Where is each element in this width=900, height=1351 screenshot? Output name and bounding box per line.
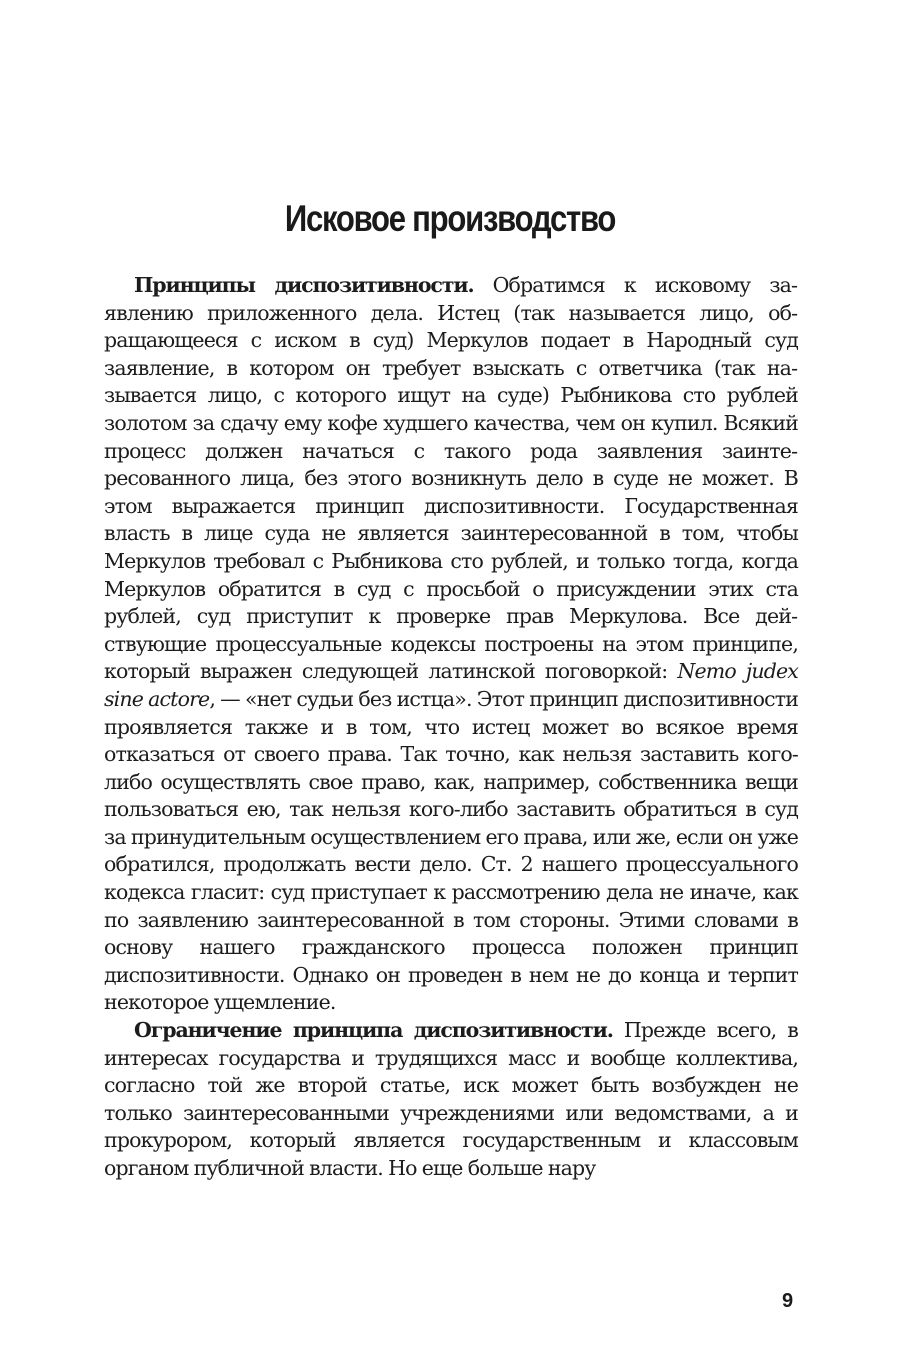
latin-phrase: Nemo judex sine actore xyxy=(104,659,798,711)
paragraph-heading: Принципы диспозитивности. xyxy=(134,273,474,297)
paragraph-text-continued: , — «нет судьи без истца». Этот принцип диспозитивности проявляется также и в том, что истец может во всякое время отказаться от своего права. Так точно, как нельзя заставить кого-либо осуществлять свое право, как, например, собственника вещи пользоваться ею, так нельзя кого-либо заставить обратиться в суд за принудительным осуществлением его права, или же, если он уже обратился, продолжать вести дело. Ст. 2 нашего процессуального кодекса гласит: суд приступает к рассмотрению дела не иначе, как по заявлению заинтересованной в том стороны. Этими словами в основу нашего гражданского процесса положен принцип диспозитивности. Однако он проведен в нем не до конца и терпит некоторое ущемление. xyxy=(104,686,799,1015)
paragraph-dispositivity-principles xyxy=(104,272,798,1017)
paragraph-heading: Ограничение принципа диспозитивности. xyxy=(134,1018,613,1043)
paragraph-text: Прежде всего, в интересах государства и трудящихся масс и вообще коллектива, согласно той же второй статье, иск может быть возбужден не только заинтересованными учреждениями или ведомствами, а и прокурором, который является государственным и классовым органом публичной власти. Но еще больше нару xyxy=(104,1018,798,1180)
page-number: 9 xyxy=(782,1290,794,1312)
chapter-title: Исковое производство xyxy=(284,198,616,239)
paragraph-dispositivity-limitation xyxy=(104,1017,798,1183)
paragraph-text: Обратимся к исковому заявлению приложенного дела. Истец (так называется лицо, обращающееся с иском в суд) Меркулов подает в Народный суд заявление, в котором он требует взыскать с ответчика (так называется лицо, с которого ищут на суде) Рыбникова сто рублей золотом за сдачу ему кофе худшего качества, чем он купил. Всякий процесс должен начаться с такого рода заявления заинтересованного лица, без этого возникнуть дело в суде не может. В этом выражается принцип диспозитивности. Государственная власть в лице суда не является заинтересованной в том, чтобы Меркулов требовал с Рыбникова сто рублей, и только тогда, когда Меркулов обратится в суд с просьбой о присуждении этих ста рублей, суд приступит к проверке прав Меркулова. Все действующие процессуальные кодексы построены на этом принципе, который выражен следующей латинской поговоркой: xyxy=(104,273,798,684)
text-body xyxy=(104,272,798,1183)
